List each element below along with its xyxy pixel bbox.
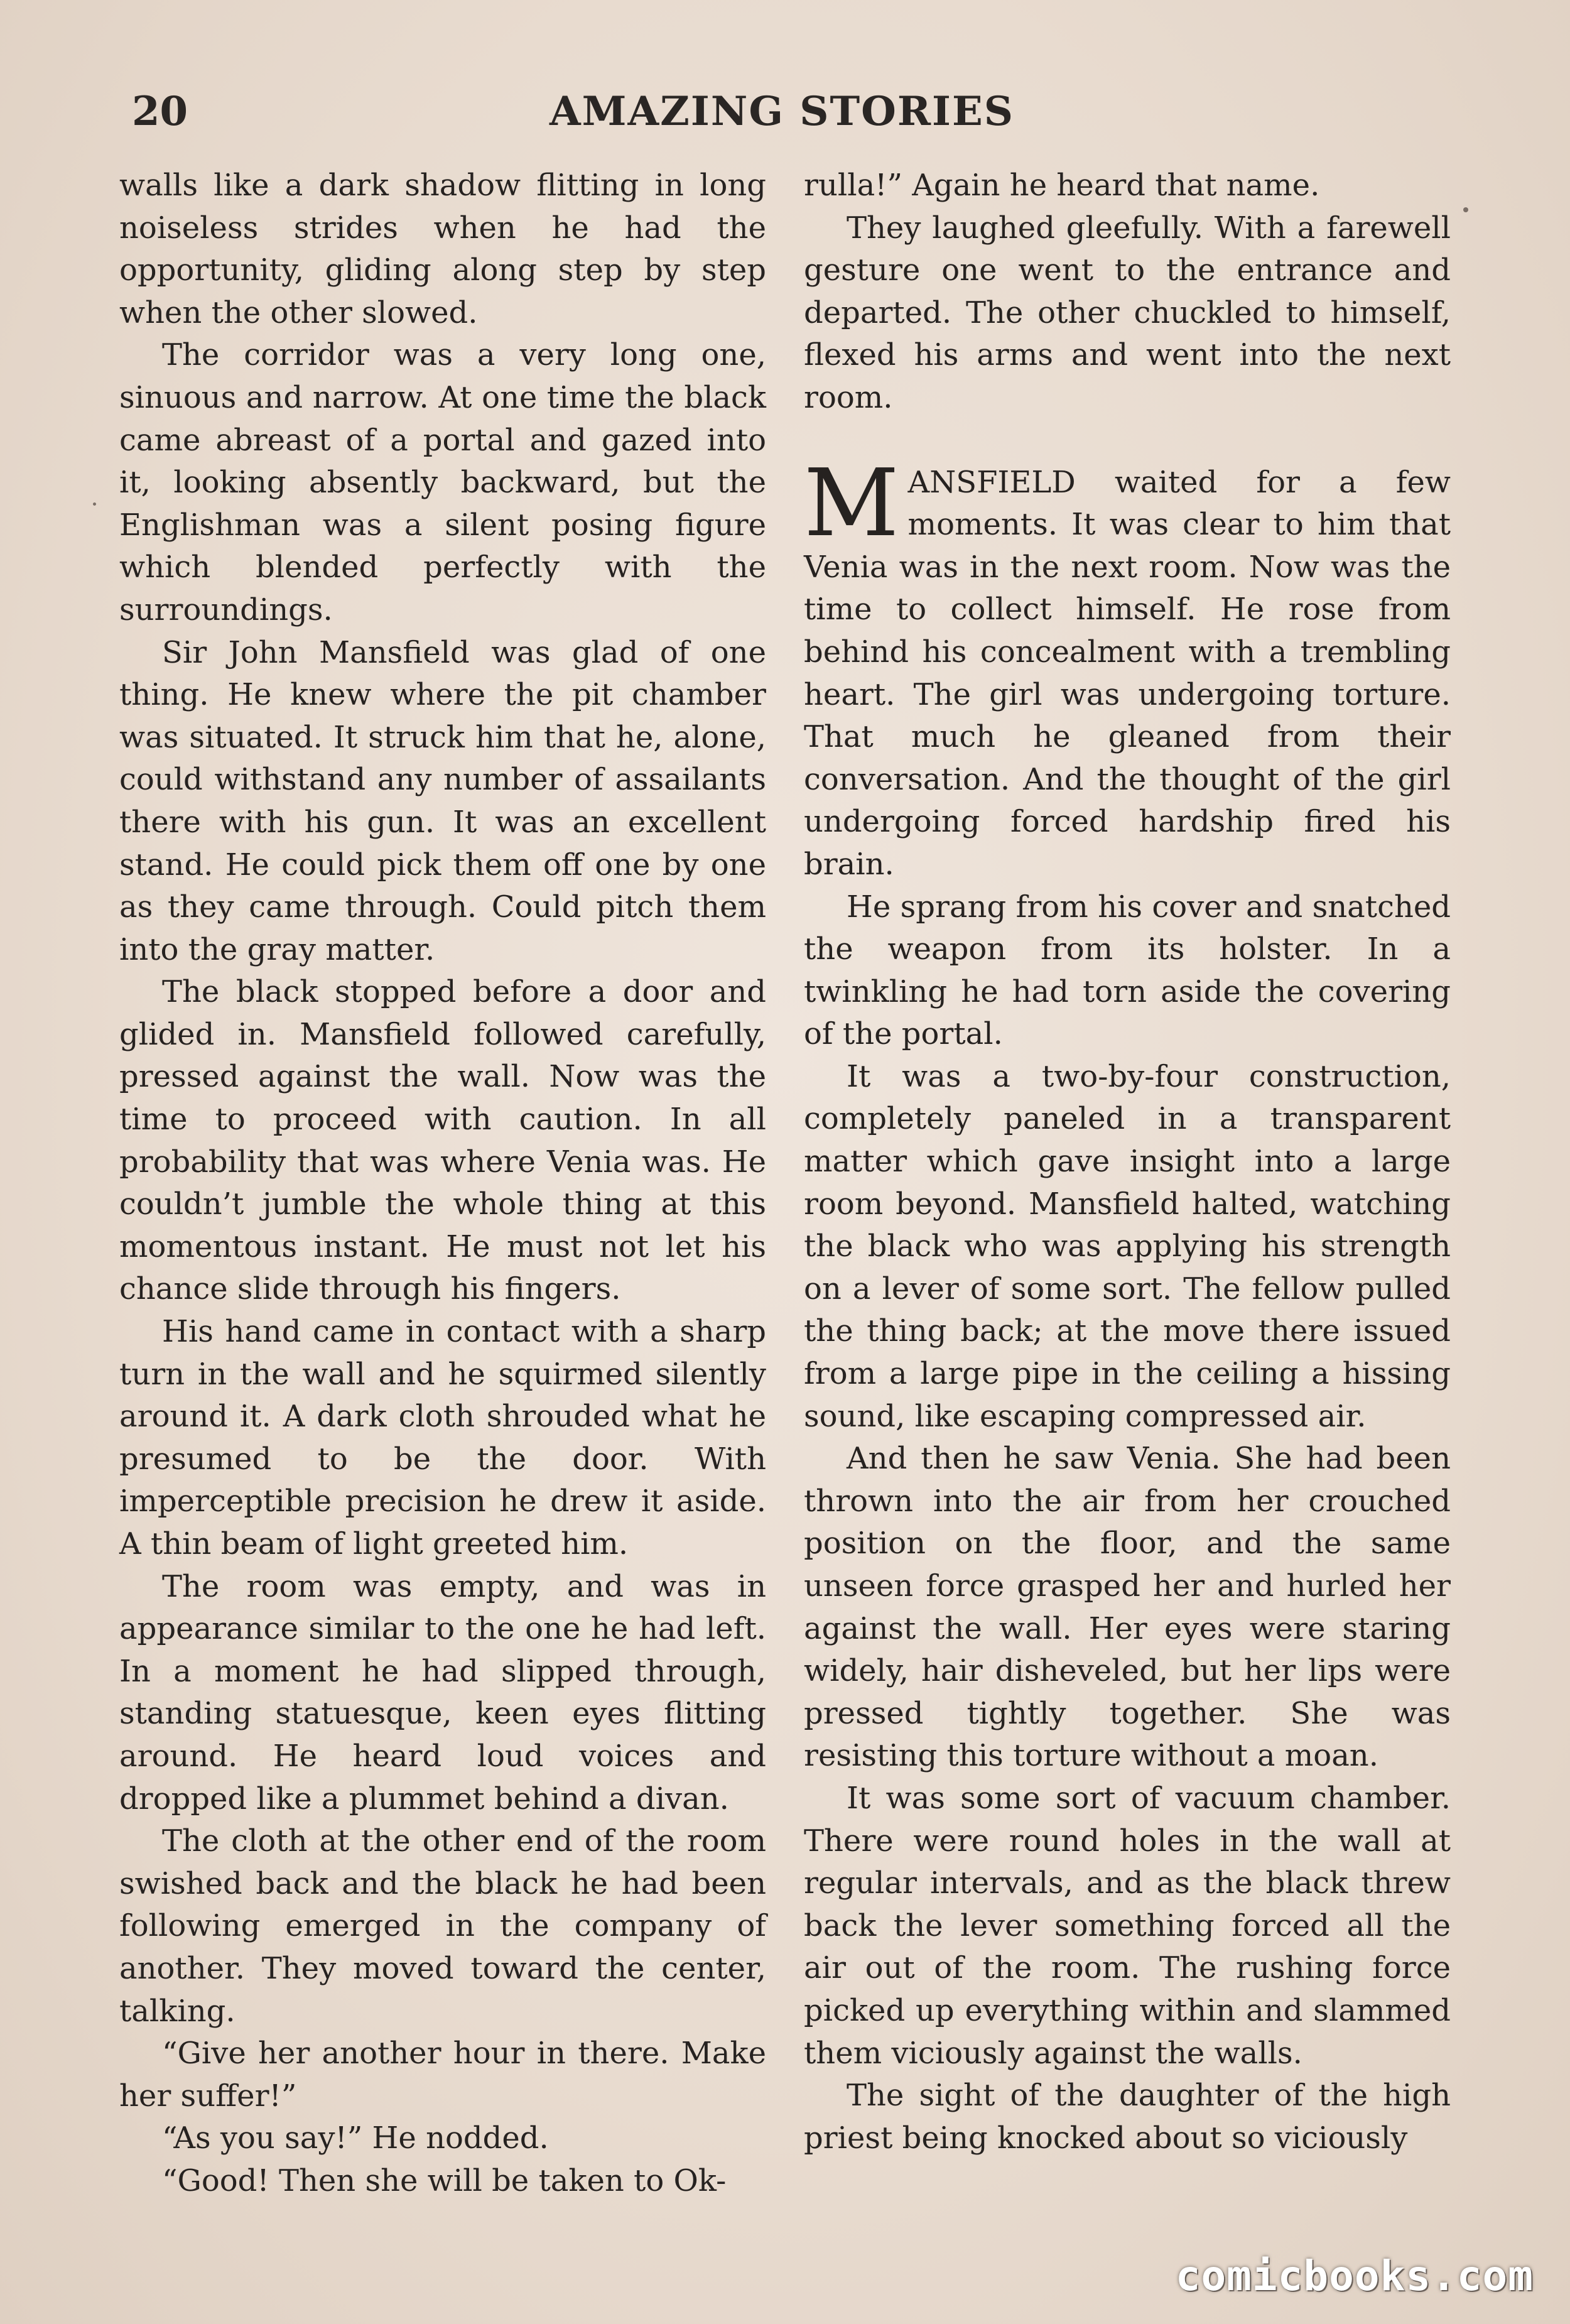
right-column	[804, 165, 1451, 2159]
paragraph: Sir John Mansfield was glad of one thing. He knew where the pit chamber was situated. It struck him that he, alone, could withstand any number of assailants there with his gun. It was an excellent stand. He could pick them off one by one as they came through. Could pitch them into the gray matter.	[119, 634, 766, 967]
paragraph: And then he saw Venia. She had been thrown into the air from her crouched position on the floor, and the same unseen force grasped her and hurled her against the wall. Her eyes were staring widely, hair disheveled, but her lips were pressed tightly together. She was resisting this torture without a moan.	[804, 1441, 1451, 1774]
paragraph: rulla!” Again he heard that name.	[804, 168, 1320, 203]
paragraph: The corridor was a very long one, sinuous and narrow. At one time the black came abreast of a portal and gazed into it, looking absently backward, but the Englishman was a silent posing figure which blended perfectly with the surroundings.	[119, 337, 766, 627]
paragraph: “Good! Then she will be taken to Ok-	[162, 2163, 727, 2198]
paragraph: His hand came in contact with a sharp turn in the wall and he squirmed silently around it. A dark cloth shrouded what he presumed to be the door. With imperceptible precision he drew it aside. A thin beam of light greeted him.	[119, 1314, 766, 1561]
page-header	[119, 88, 1444, 138]
ink-speck	[93, 502, 96, 506]
paragraph: They laughed gleefully. With a farewell gesture one went to the entrance and departed. The other chuckled to himself, flexed his arms and went into the next room.	[804, 210, 1451, 415]
section-first-text: ANSFIELD waited for a few moments. It was clear to him that Venia was in the next room. Now was the time to collect himself. He rose from behind his concealment with a trembling heart. The girl was undergoing torture. That much he gleaned from their conversation. And the thought of the girl undergoing forced hardship fired his brain.	[804, 464, 1451, 882]
paragraph: The room was empty, and was in appearance similar to the one he had left. In a moment he had slipped through, standing statuesque, keen eyes flitting around. He heard loud voices and dropped like a plummet behind a divan.	[119, 1568, 766, 1816]
drop-cap: M	[804, 448, 899, 557]
paragraph: The sight of the daughter of the high priest being knocked about so viciously	[804, 2078, 1451, 2156]
paragraph: The black stopped before a door and glided in. Mansfield followed carefully, pressed against the wall. Now was the time to proceed with caution. In all probability that was where Venia was. He couldn’t jumble the whole thing at this momentous instant. He must not let his chance slide through his fingers.	[119, 974, 766, 1307]
paragraph: “As you say!” He nodded.	[162, 2120, 549, 2156]
paragraph: He sprang from his cover and snatched the weapon from its holster. In a twinkling he had torn aside the covering of the portal.	[804, 889, 1451, 1052]
left-column	[119, 165, 766, 2203]
paragraph: “Give her another hour in there. Make her suffer!”	[119, 2036, 766, 2114]
paragraph: walls like a dark shadow flitting in long noiseless strides when he had the opportunity, gliding along step by step when the other slowed.	[119, 168, 766, 330]
paragraph: The cloth at the other end of the room swished back and the black he had been following emerged in the company of another. They moved toward the center, talking.	[119, 1823, 766, 2029]
paragraph: It was a two-by-four construction, completely paneled in a transparent matter which gave insight into a large room beyond. Mansfield halted, watching the black who was applying his strength on a lever of some sort. The fellow pulled the thing back; at the move there issued from a large pipe in the ceiling a hissing sound, like escaping compressed air.	[804, 1058, 1451, 1434]
magazine-title: AMAZING STORIES	[550, 88, 1014, 135]
ink-speck	[1463, 207, 1468, 212]
paragraph: It was some sort of vacuum chamber. There were round holes in the wall at regular intervals, and as the black threw back the lever something forced all the air out of the room. The rushing force picked up everything within and slammed them viciously against the walls.	[804, 1780, 1451, 2071]
section-start-paragraph	[804, 448, 1451, 886]
page-number: 20	[132, 88, 188, 135]
watermark: comicbooks.com	[1175, 2252, 1534, 2300]
